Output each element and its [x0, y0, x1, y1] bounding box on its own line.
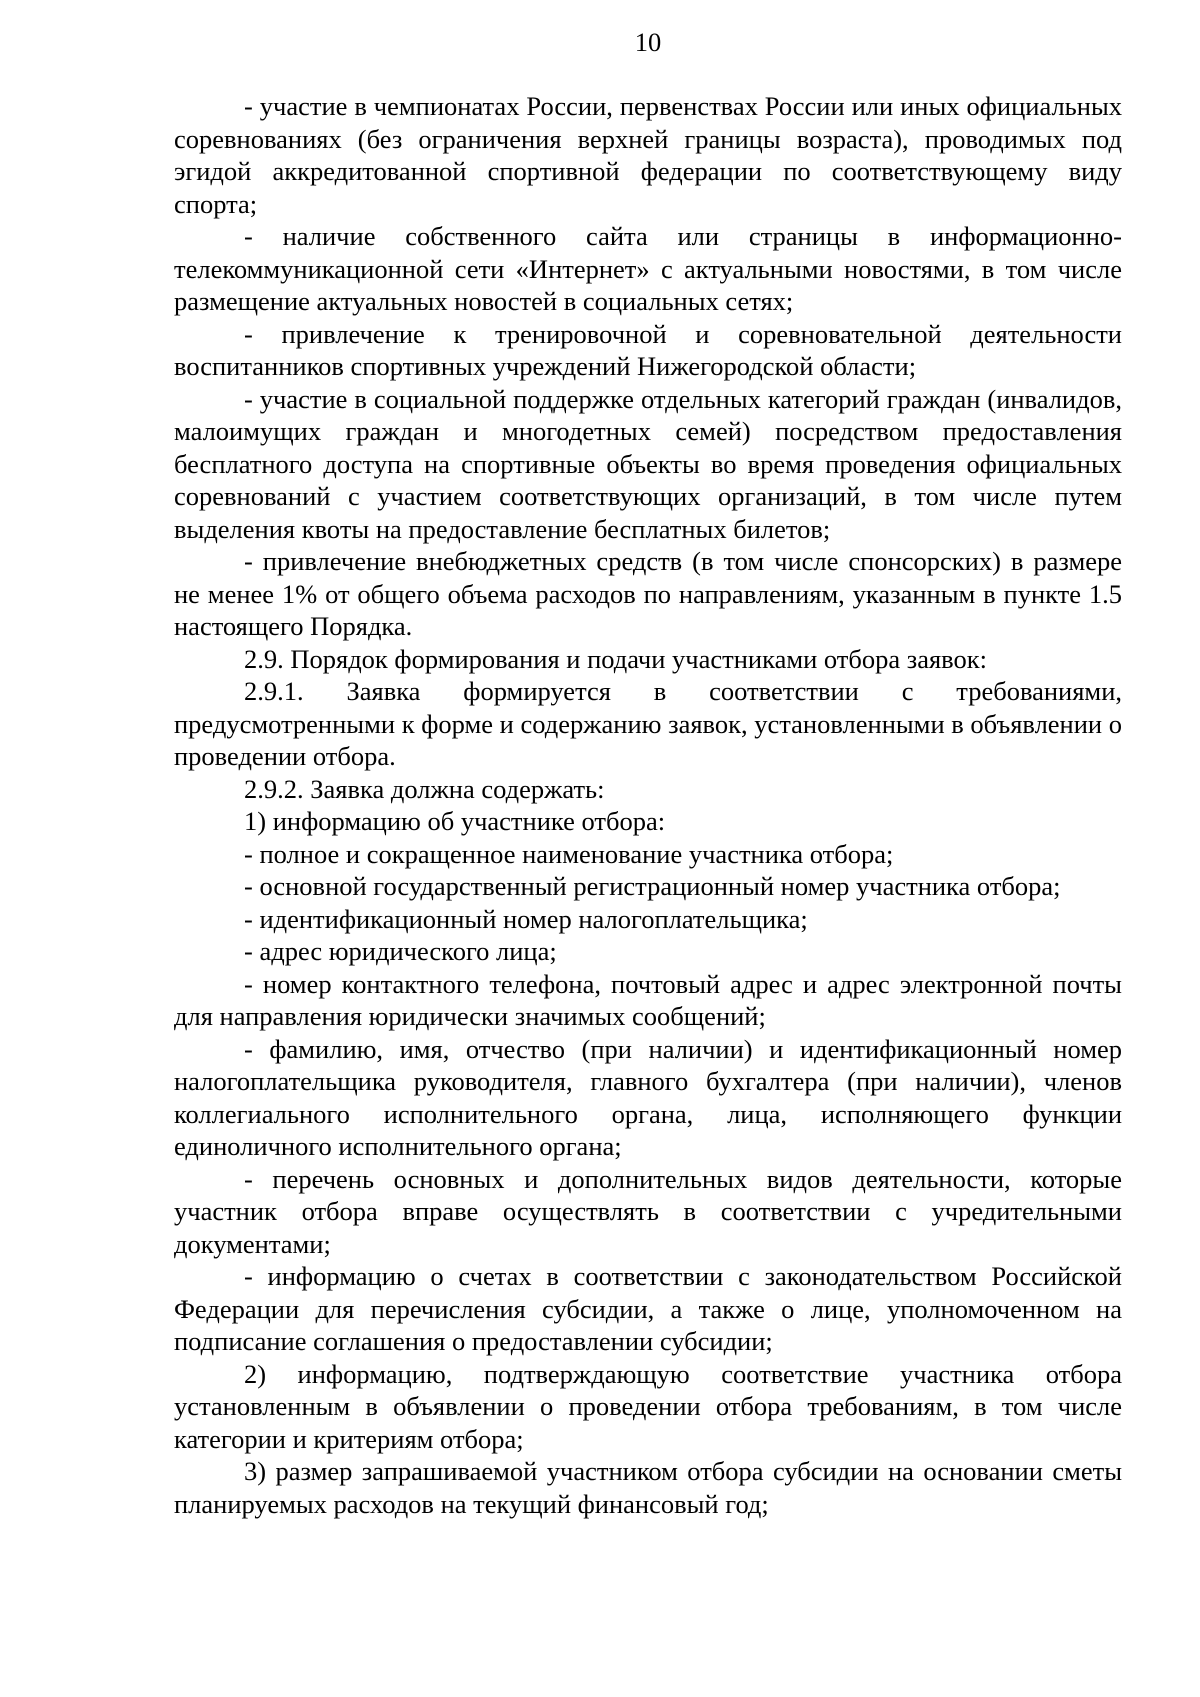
- paragraph-19: 3) размер запрашиваемой участником отбора субсидии на основании сметы планируемых расходов на текущий финансовый год;: [174, 1456, 1122, 1519]
- paragraph-11: - основной государственный регистрационный номер участника отбора;: [244, 871, 1061, 901]
- paragraph-14: - номер контактного телефона, почтовый адрес и адрес электронной почты для направления юридически значимых сообщений;: [174, 968, 1122, 1031]
- paragraph-4: - участие в социальной поддержке отдельных категорий граждан (инвалидов, малоимущих граждан и многодетных семей) посредством предоставления бесплатного доступа на спортивные объекты во время проведения официальных соревнований с участием соответствующих организаций, в том числе путем выделения квоты на предоставление бесплатных билетов;: [174, 383, 1122, 544]
- paragraph-8: 2.9.2. Заявка должна содержать:: [244, 773, 605, 804]
- paragraph-13: - адрес юридического лица;: [244, 936, 557, 966]
- paragraph-2: - наличие собственного сайта или страницы в информационно-телекоммуникационной сети «Интернет» с актуальными новостями, в том числе размещение актуальных новостей в социальных сетях;: [174, 221, 1122, 316]
- document-body: [174, 90, 1122, 1520]
- paragraph-3: - привлечение к тренировочной и соревновательной деятельности воспитанников спортивных учреждений Нижегородской области;: [174, 318, 1122, 381]
- paragraph-15: - фамилию, имя, отчество (при наличии) и идентификационный номер налогоплательщика руководителя, главного бухгалтера (при наличии), членов коллегиального исполнительного органа, лица, исполняющего функции единоличного исполнительного органа;: [174, 1033, 1122, 1161]
- paragraph-18: 2) информацию, подтверждающую соответствие участника отбора установленным в объявлении о проведении отбора требованиям, в том числе категории и критериям отбора;: [174, 1358, 1122, 1454]
- paragraph-5: - привлечение внебюджетных средств (в том числе спонсорских) в размере не менее 1% от общего объема расходов по направлениям, указанным в пункте 1.5 настоящего Порядка.: [174, 546, 1122, 641]
- paragraph-17: - информацию о счетах в соответствии с законодательством Российской Федерации для перечисления субсидии, а также о лице, уполномоченном на подписание соглашения о предоставлении субсидии;: [174, 1261, 1122, 1356]
- paragraph-12: - идентификационный номер налогоплательщика;: [244, 903, 808, 934]
- paragraph-7: 2.9.1. Заявка формируется в соответствии с требованиями, предусмотренными к форме и содержанию заявок, установленными в объявлении о проведении отбора.: [174, 676, 1122, 771]
- paragraph-6: 2.9. Порядок формирования и подачи участниками отбора заявок:: [244, 643, 987, 674]
- paragraph-16: - перечень основных и дополнительных видов деятельности, которые участник отбора вправе осуществлять в соответствии с учредительными документами;: [174, 1163, 1122, 1259]
- page-number: 10: [634, 27, 662, 57]
- paragraph-1: - участие в чемпионатах России, первенствах России или иных официальных соревнованиях (без ограничения верхней границы возраста), проводимых под эгидой аккредитованной спортивной федерации по соответствующему виду спорта;: [174, 91, 1122, 219]
- paragraph-9: 1) информацию об участнике отбора:: [244, 806, 666, 836]
- paragraph-10: - полное и сокращенное наименование участника отбора;: [244, 838, 894, 869]
